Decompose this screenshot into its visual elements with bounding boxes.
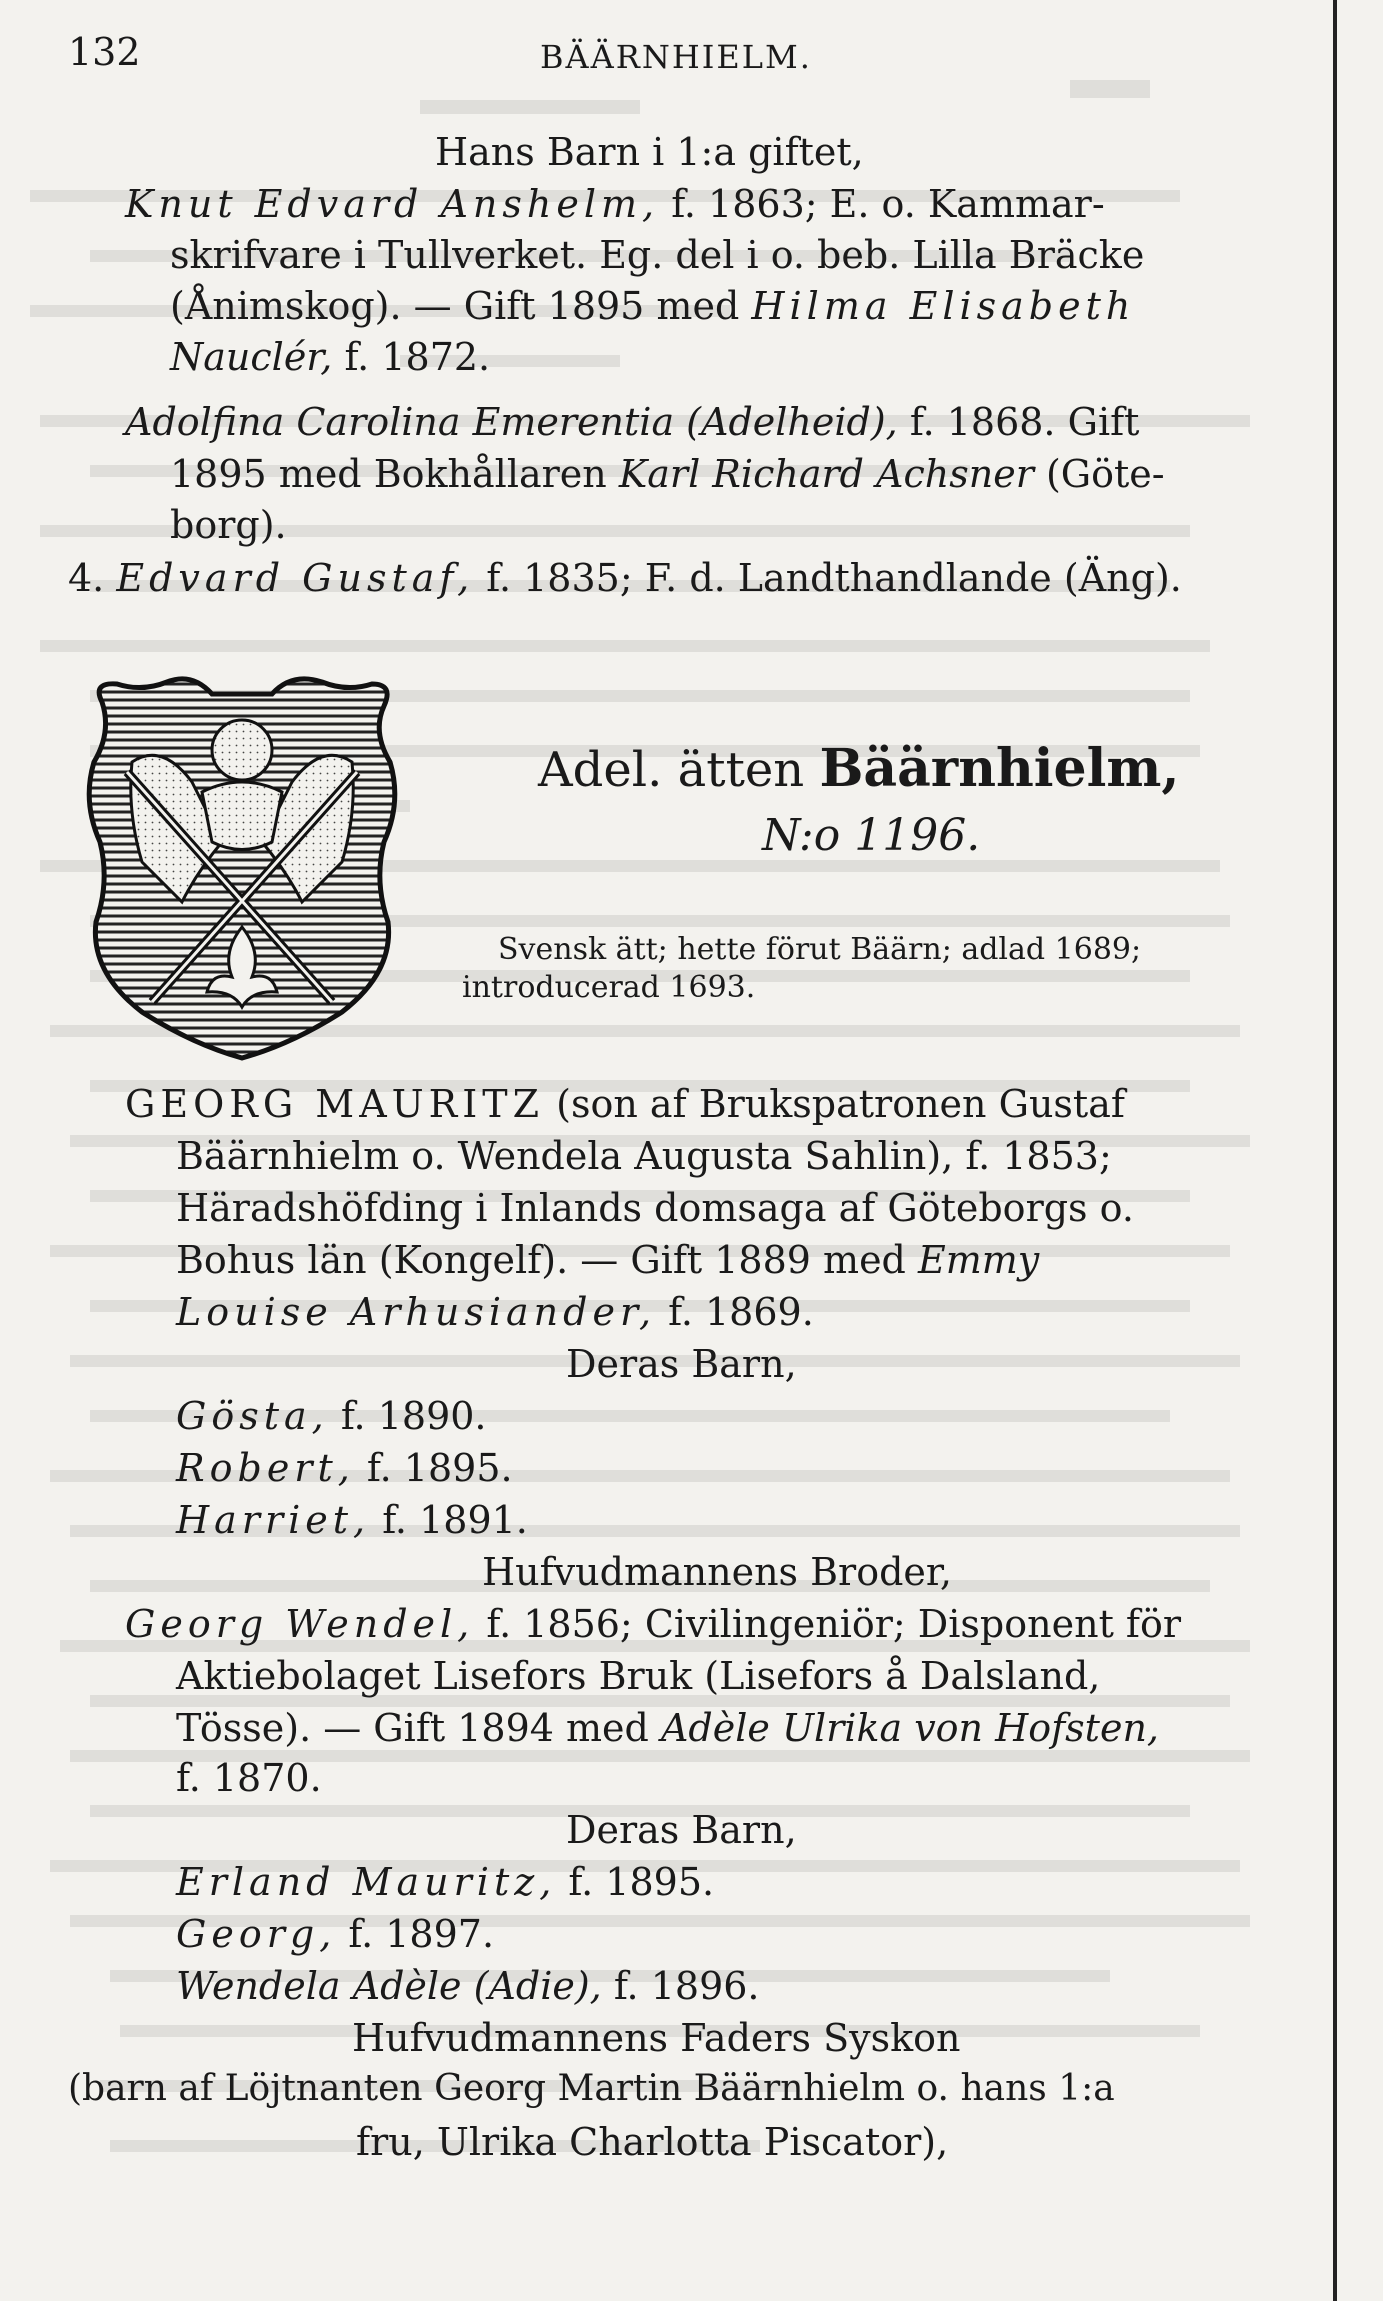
entry-text: f. 1863; E. o. Kammar- xyxy=(671,182,1105,226)
entry-text: (Göte- xyxy=(1045,452,1165,496)
entry-text: Tösse). — Gift 1894 med xyxy=(176,1706,649,1750)
entry-line xyxy=(170,335,490,379)
children-heading: Deras Barn, xyxy=(566,1808,797,1852)
entry-line xyxy=(176,1706,1159,1750)
brother-entry xyxy=(125,1602,1181,1646)
spouse-name: Nauclér, xyxy=(170,335,333,379)
entry-line xyxy=(170,284,1135,328)
child-entry xyxy=(176,1964,760,2008)
head-of-family-entry xyxy=(125,1082,1125,1126)
entry-text: skrifvare i Tullverket. Eg. del i o. beb. Lilla Bräcke xyxy=(170,233,1145,277)
child-born: f. 1890. xyxy=(340,1394,487,1438)
entry-text: Häradshöfding i Inlands domsaga af Göteborgs o. xyxy=(176,1186,1134,1230)
spouse-name: Adèle Ulrika von Hofsten, xyxy=(660,1706,1159,1750)
running-title: BÄÄRNHIELM. xyxy=(540,38,812,76)
entry-text: borg). xyxy=(170,503,287,547)
entry-knut xyxy=(125,182,1105,226)
spouse-name: Louise Arhusiander, xyxy=(176,1290,657,1334)
child-name: Robert, xyxy=(176,1446,355,1490)
section-heading: Hufvudmannens Broder, xyxy=(482,1550,952,1594)
section-heading: Hans Barn i 1:a giftet, xyxy=(435,130,864,174)
child-entry xyxy=(176,1912,494,1956)
person-name: GEORG MAURITZ xyxy=(125,1082,545,1126)
child-name: Erland Mauritz, xyxy=(176,1860,557,1904)
person-name: Georg Wendel, xyxy=(125,1602,475,1646)
children-heading: Deras Barn, xyxy=(566,1342,797,1386)
family-name: Bäärnhielm, xyxy=(819,738,1180,799)
entry-text: f. 1870. xyxy=(176,1756,322,1800)
page-number: 132 xyxy=(68,30,141,74)
spouse-name: Hilma Elisabeth xyxy=(751,284,1136,328)
entry-line xyxy=(176,1290,814,1334)
child-born: f. 1897. xyxy=(348,1912,495,1956)
entry-text: (son af Brukspatronen Gustaf xyxy=(556,1082,1125,1126)
child-entry xyxy=(176,1394,487,1438)
page-edge-rule xyxy=(1333,0,1337,2301)
entry-text: 1895 med Bokhållaren xyxy=(170,452,607,496)
entry-line xyxy=(170,452,1165,496)
child-born: f. 1895. xyxy=(366,1446,513,1490)
child-born: f. 1896. xyxy=(613,1964,760,2008)
entry-adolfina xyxy=(125,400,1139,444)
entry-text: (barn af Löjtnanten Georg Martin Bäärnhielm o. hans 1:a xyxy=(68,2068,1115,2109)
child-entry xyxy=(176,1498,528,1542)
person-name: Adolfina Carolina Emerentia (Adelheid), xyxy=(125,400,898,444)
family-heading xyxy=(538,738,1180,799)
child-entry xyxy=(176,1446,513,1490)
entry-text: (Ånimskog). — Gift 1895 med xyxy=(170,284,740,328)
child-entry xyxy=(176,1860,714,1904)
entry-text: fru, Ulrika Charlotta Piscator), xyxy=(356,2120,949,2164)
person-name: Knut Edvard Anshelm, xyxy=(125,182,660,226)
entry-text: f. 1868. Gift xyxy=(909,400,1140,444)
child-name: Wendela Adèle (Adie), xyxy=(176,1964,602,2008)
family-description: introducerad 1693. xyxy=(462,970,756,1005)
child-name: Harriet, xyxy=(176,1498,371,1542)
child-name: Gösta, xyxy=(176,1394,329,1438)
child-born: f. 1891. xyxy=(382,1498,528,1542)
child-name: Georg, xyxy=(176,1912,337,1956)
section-heading: Hufvudmannens Faders Syskon xyxy=(352,2016,961,2060)
spouse-name: Emmy xyxy=(917,1238,1040,1282)
entry-text: Aktiebolaget Lisefors Bruk (Lisefors å Dalsland, xyxy=(176,1654,1101,1698)
entry-text: Bäärnhielm o. Wendela Augusta Sahlin), f. 1853; xyxy=(176,1134,1112,1178)
family-heading-prefix: Adel. ätten xyxy=(538,742,805,798)
family-number: N:o 1196. xyxy=(762,810,981,861)
entry-text: Bohus län (Kongelf). — Gift 1889 med xyxy=(176,1238,906,1282)
person-name: Edvard Gustaf, xyxy=(116,556,475,600)
entry-number: 4. xyxy=(68,556,105,600)
entry-text: f. 1856; Civilingeniör; Disponent för xyxy=(486,1602,1182,1646)
child-born: f. 1895. xyxy=(568,1860,715,1904)
coat-of-arms-icon xyxy=(72,672,412,1062)
entry-text: f. 1869. xyxy=(668,1290,814,1334)
entry-line xyxy=(176,1238,1039,1282)
spouse-name: Karl Richard Achsner xyxy=(618,452,1034,496)
family-description: Svensk ätt; hette förut Bäärn; adlad 1689; xyxy=(498,932,1142,967)
entry-edvard xyxy=(68,556,1182,600)
entry-text: f. 1872. xyxy=(344,335,491,379)
entry-text: f. 1835; F. d. Landthandlande (Äng). xyxy=(486,556,1182,600)
